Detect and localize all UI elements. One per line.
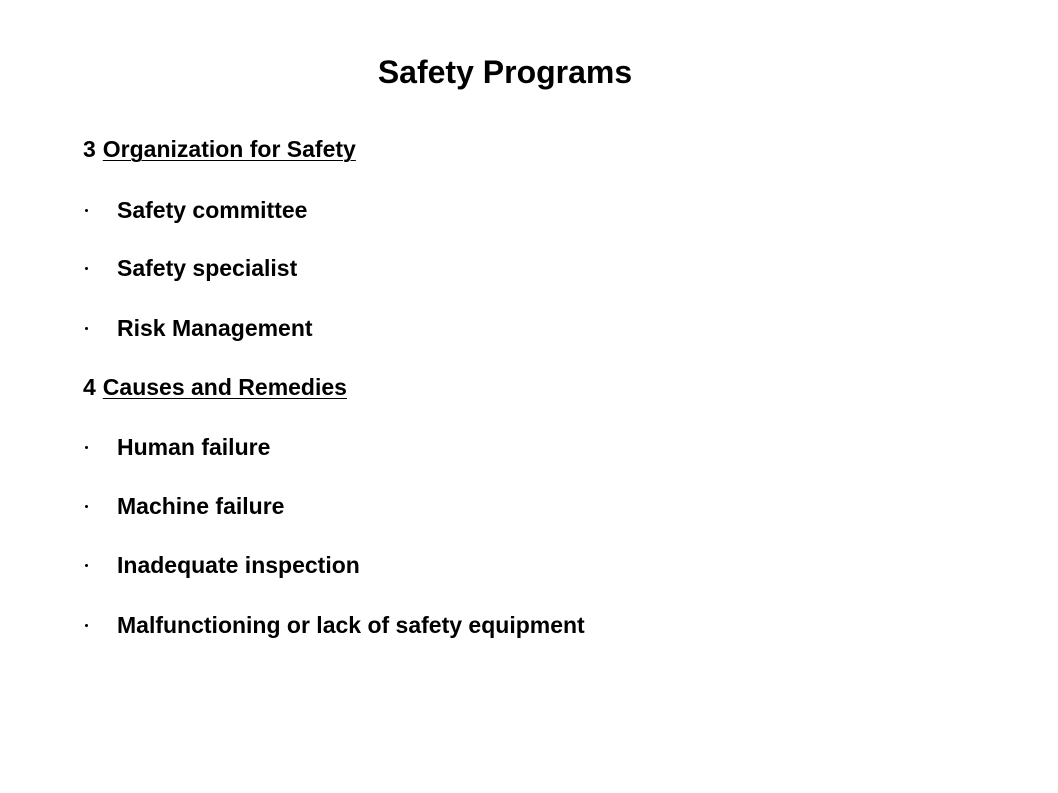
section-number: 4 bbox=[83, 374, 96, 400]
bullet-dot-icon bbox=[85, 505, 88, 508]
list-item-text: Risk Management bbox=[117, 315, 313, 341]
section-heading-causes-and-remedies bbox=[83, 372, 347, 402]
section-number: 3 bbox=[83, 136, 96, 162]
section-heading-organization-for-safety bbox=[83, 134, 356, 164]
list-item-text: Inadequate inspection bbox=[117, 552, 360, 578]
bullet-dot-icon bbox=[85, 209, 88, 212]
section-heading-label: Organization for Safety bbox=[102, 136, 356, 162]
bullet-dot-icon bbox=[85, 267, 88, 270]
list-item-text: Safety specialist bbox=[117, 255, 298, 281]
bullet-dot-icon bbox=[85, 446, 88, 449]
bullet-dot-icon bbox=[85, 327, 88, 330]
slide-title: Safety Programs bbox=[377, 54, 633, 90]
list-item-text: Machine failure bbox=[117, 493, 285, 519]
list-item-text: Malfunctioning or lack of safety equipment bbox=[117, 612, 585, 638]
section-heading-label: Causes and Remedies bbox=[102, 374, 347, 400]
bullet-dot-icon bbox=[85, 564, 88, 567]
bullet-dot-icon bbox=[85, 624, 88, 627]
list-item-text: Human failure bbox=[117, 434, 271, 460]
list-item-text: Safety committee bbox=[117, 197, 308, 223]
